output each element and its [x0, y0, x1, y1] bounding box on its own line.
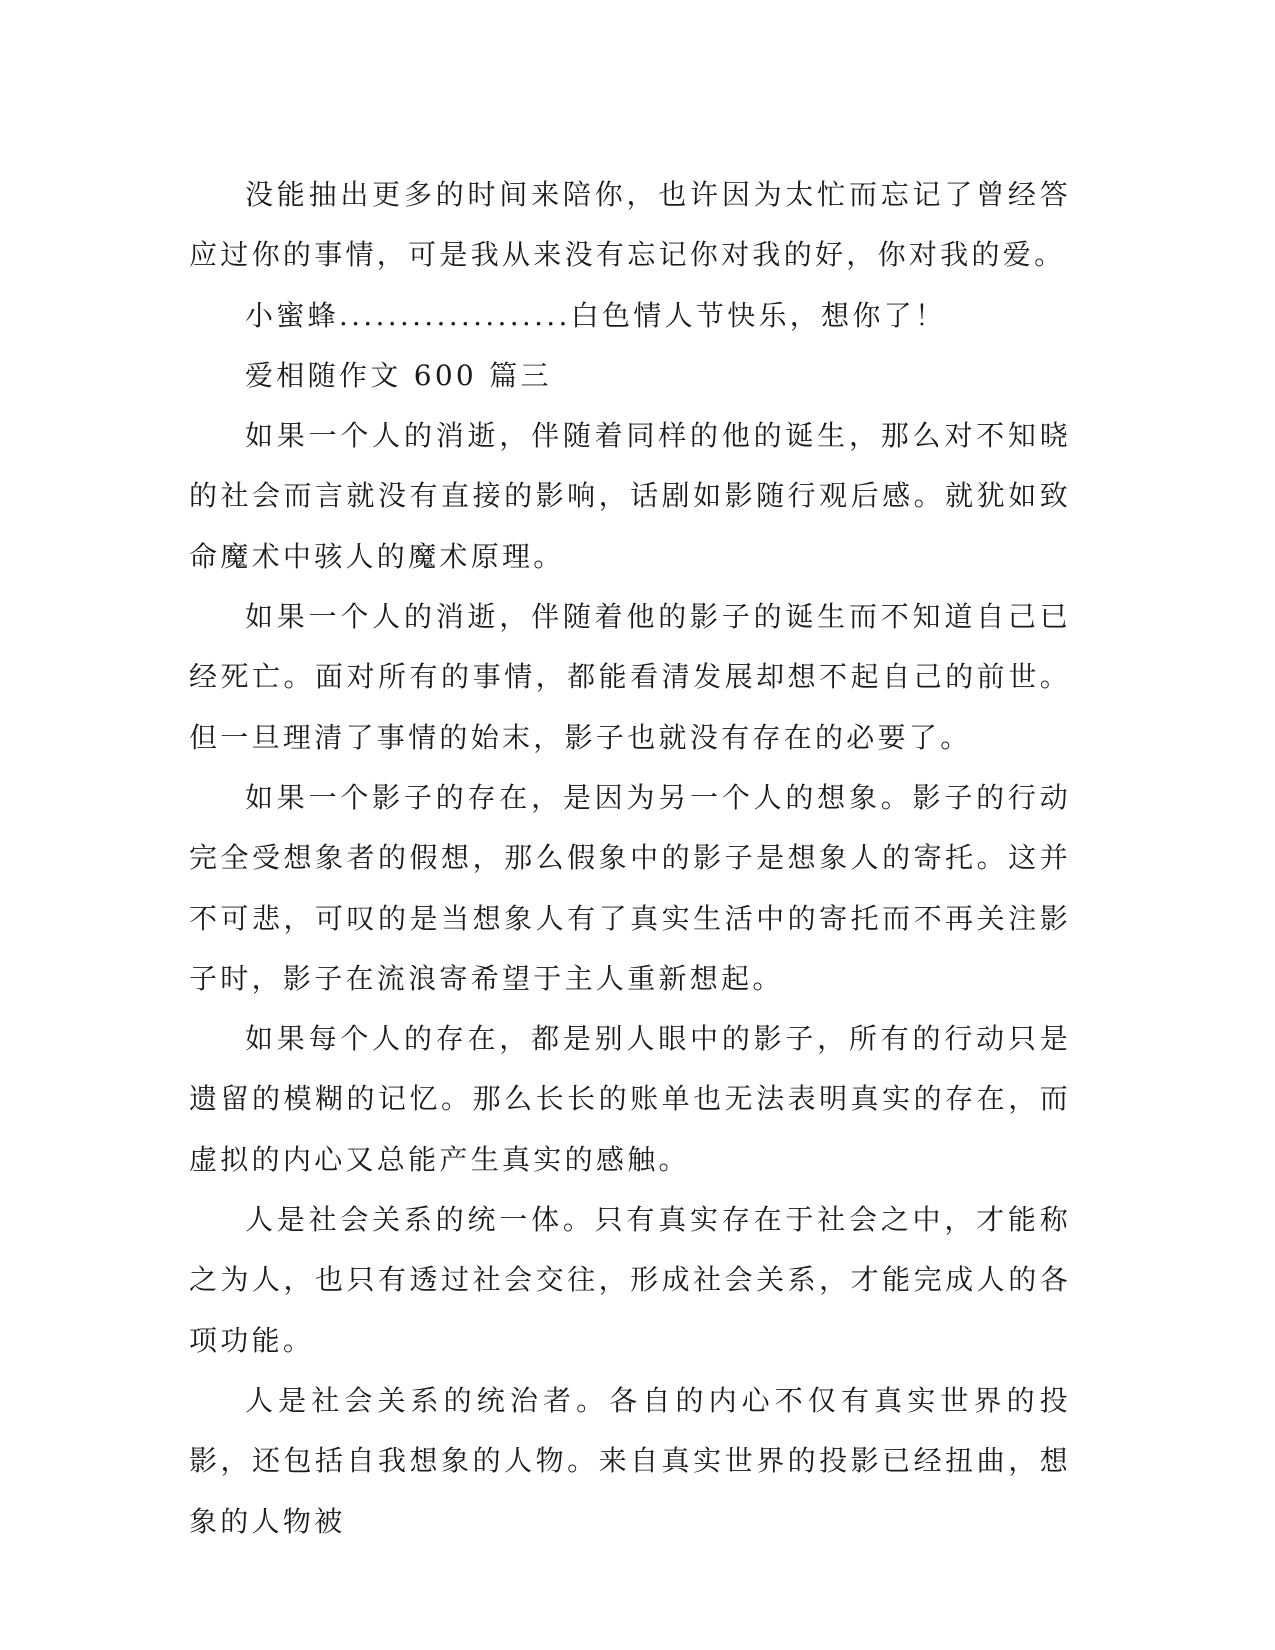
paragraph-7: 人是社会关系的统一体。只有真实存在于社会之中，才能称之为人，也只有透过社会交往，形成社会关系，才能完成人的各项功能。	[189, 1203, 1071, 1357]
paragraph-5: 如果一个影子的存在，是因为另一个人的想象。影子的行动完全受想象者的假想，那么假象中的影子是想象人的寄托。这并不可悲，可叹的是当想象人有了真实生活中的寄托而不再关注影子时，影子在流浪寄希望于主人重新想起。	[189, 780, 1071, 995]
paragraph-2: 小蜜蜂...................白色情人节快乐，想你了！	[245, 298, 947, 332]
paragraph-1: 没能抽出更多的时间来陪你，也许因为太忙而忘记了曾经答应过你的事情，可是我从来没有忘记你对我的好，你对我的爱。	[189, 178, 1071, 272]
paragraph-4: 如果一个人的消逝，伴随着他的影子的诞生而不知道自己已经死亡。面对所有的事情，都能看清发展却想不起自己的前世。但一旦理清了事情的始末，影子也就没有存在的必要了。	[189, 600, 1071, 754]
paragraph-8: 人是社会关系的统治者。各自的内心不仅有真实世界的投影，还包括自我想象的人物。来自真实世界的投影已经扭曲，想象的人物被	[189, 1383, 1071, 1538]
paragraph-6: 如果每个人的存在，都是别人眼中的影子，所有的行动只是遗留的模糊的记忆。那么长长的账单也无法表明真实的存在，而虚拟的内心又总能产生真实的感触。	[189, 1022, 1071, 1176]
document-body	[189, 165, 1071, 1552]
section-heading: 爱相随作文 600 篇三	[245, 358, 552, 392]
paragraph-3: 如果一个人的消逝，伴随着同样的他的诞生，那么对不知晓的社会而言就没有直接的影响，话剧如影随行观后感。就犹如致命魔术中骇人的魔术原理。	[189, 419, 1071, 573]
